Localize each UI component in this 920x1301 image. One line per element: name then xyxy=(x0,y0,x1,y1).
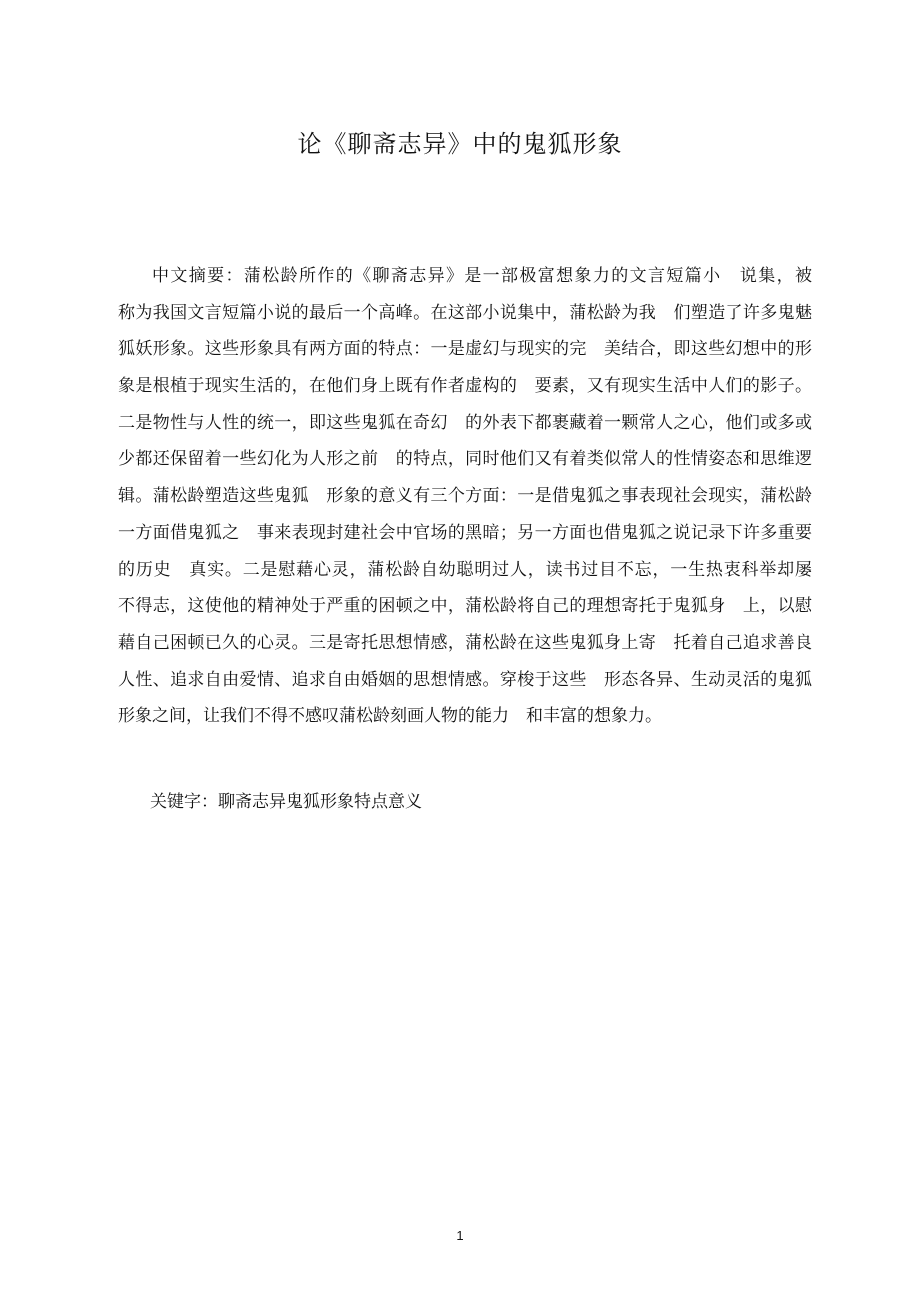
abstract-line: 一方面借鬼狐之 事来表现封建社会中官场的黑暗；另一方面也借鬼狐之说记录下许多重要 xyxy=(118,522,812,543)
keywords-line: 关键字：聊斋志异鬼狐形象特点意义 xyxy=(150,792,422,812)
abstract-line: 狐妖形象。这些形象具有两方面的特点：一是虚幻与现实的完 美结合，即这些幻想中的形 xyxy=(118,339,812,360)
page-number: 1 xyxy=(456,1228,464,1243)
abstract-line: 人性、追求自由爱情、追求自由婚姻的思想情感。穿梭于这些 形态各异、生动灵活的鬼狐 xyxy=(118,669,812,690)
abstract-line: 藉自己困顿已久的心灵。三是寄托思想情感，蒲松龄在这些鬼狐身上寄 托着自己追求善良 xyxy=(118,632,812,653)
abstract-line: 象是根植于现实生活的，在他们身上既有作者虚构的 要素，又有现实生活中人们的影子。 xyxy=(118,376,812,397)
abstract-line: 辑。蒲松龄塑造这些鬼狐 形象的意义有三个方面：一是借鬼狐之事表现社会现实，蒲松龄 xyxy=(118,486,812,507)
paper-title: 论《聊斋志异》中的鬼狐形象 xyxy=(297,130,623,158)
abstract-line: 中文摘要：蒲松龄所作的《聊斋志异》是一部极富想象力的文言短篇小 说集，被 xyxy=(152,266,812,286)
abstract-line: 二是物性与人性的统一，即这些鬼狐在奇幻 的外表下都裹藏着一颗常人之心，他们或多或 xyxy=(118,412,812,433)
abstract-paragraph xyxy=(118,258,812,735)
abstract-line: 不得志，这使他的精神处于严重的困顿之中，蒲松龄将自己的理想寄托于鬼狐身 上，以慰 xyxy=(118,596,812,617)
abstract-line: 形象之间，让我们不得不感叹蒲松龄刻画人物的能力 和丰富的想象力。 xyxy=(118,706,662,727)
abstract-line: 的历史 真实。二是慰藉心灵，蒲松龄自幼聪明过人，读书过目不忘，一生热衷科举却屡 xyxy=(118,559,812,580)
abstract-line: 少都还保留着一些幻化为人形之前 的特点，同时他们又有着类似常人的性情姿态和思维逻 xyxy=(118,449,812,470)
abstract-line: 称为我国文言短篇小说的最后一个高峰。在这部小说集中，蒲松龄为我 们塑造了许多鬼魅 xyxy=(118,302,812,323)
